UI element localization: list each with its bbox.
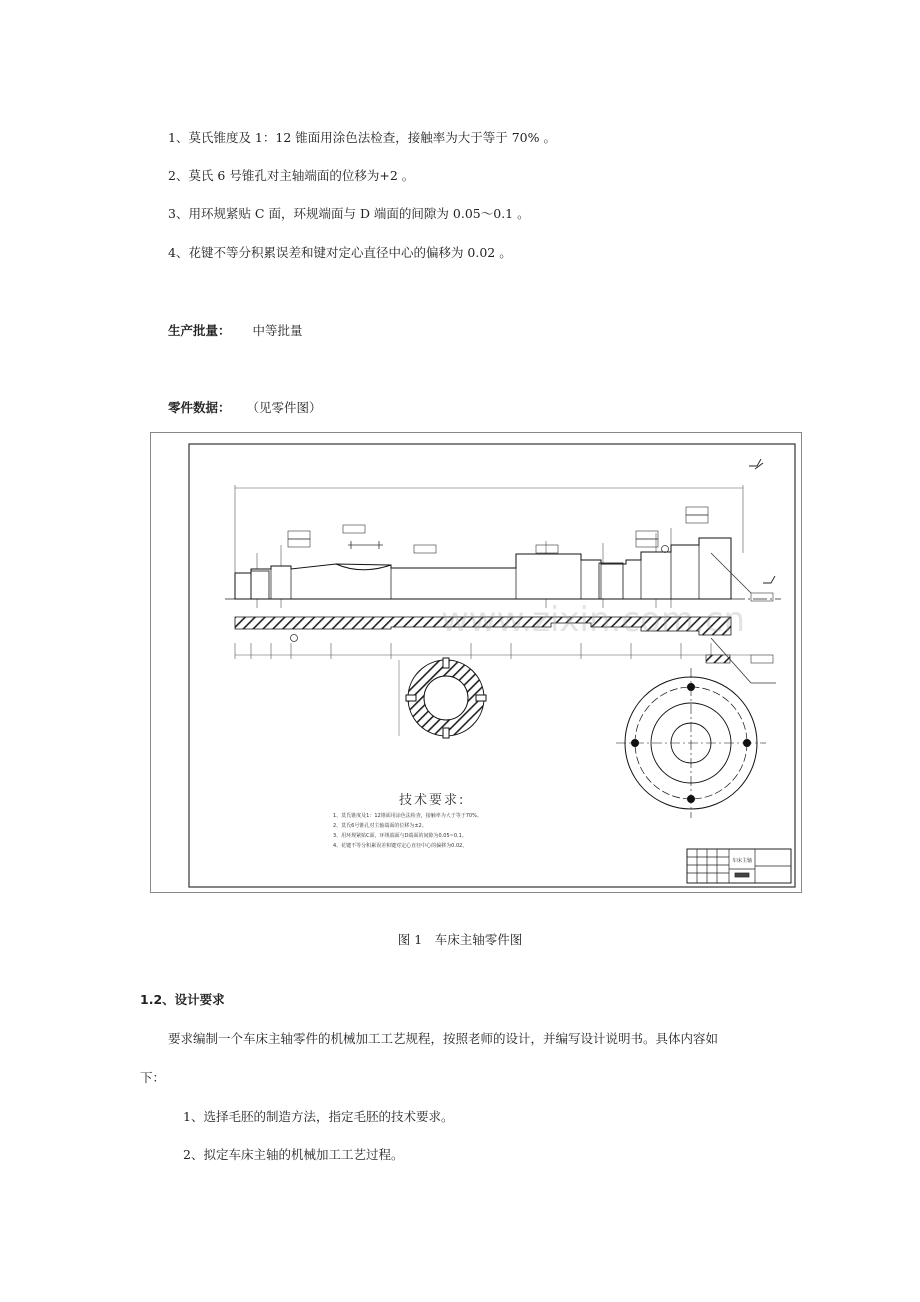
section-intro-line-2: 下： bbox=[140, 1070, 166, 1085]
flange-end-view bbox=[616, 668, 766, 818]
batch-label: 生产批量： bbox=[168, 323, 231, 338]
title-block bbox=[687, 849, 791, 883]
tech-line-1: 1、莫氏锥度及1：12锥面用涂色法检查，接触率为大于等于70%。 bbox=[333, 813, 482, 819]
title-block-name: 车床主轴 bbox=[732, 858, 753, 864]
section-item-2: 2、拟定车床主轴的机械加工工艺过程。 bbox=[183, 1147, 404, 1162]
section-intro-line-1: 要求编制一个车床主轴零件的机械加工工艺规程，按照老师的设计，并编写设计说明书。具体内容如 bbox=[168, 1031, 719, 1046]
tech-line-2: 2、莫氏6号锥孔对主轴端面的位移为±2。 bbox=[333, 823, 427, 829]
figure-caption: 图 1 车床主轴零件图 bbox=[397, 932, 523, 947]
tech-line-3: 3、用环规紧贴C面，环规端面与D端面的间隙为0.05~0.1。 bbox=[333, 833, 467, 839]
part-data-line bbox=[168, 399, 322, 417]
lathe-spindle-drawing bbox=[151, 433, 803, 894]
part-data-label: 零件数据： bbox=[168, 400, 231, 415]
batch-value: 中等批量 bbox=[252, 323, 303, 338]
requirement-1: 1、莫氏锥度及 1：12 锥面用涂色法检查，接触率为大于等于 70% 。 bbox=[168, 130, 556, 145]
tech-line-4: 4、花键不等分积累误差和键对定心直径中心的偏移为0.02。 bbox=[333, 843, 468, 849]
requirement-4: 4、花键不等分积累误差和键对定心直径中心的偏移为 0.02 。 bbox=[168, 245, 512, 260]
requirement-3: 3、用环规紧贴 C 面，环规端面与 D 端面的间隙为 0.05～0.1 。 bbox=[168, 206, 530, 221]
requirement-2: 2、莫氏 6 号锥孔对主轴端面的位移为+2 。 bbox=[168, 168, 415, 183]
tech-requirements-title: 技术要求: bbox=[399, 793, 466, 808]
cross-section-view bbox=[399, 658, 486, 738]
part-data-value: （见零件图） bbox=[246, 400, 322, 415]
part-drawing-figure bbox=[150, 432, 802, 893]
watermark-text: www.zixin.com.cn bbox=[441, 600, 745, 640]
drawing-border bbox=[189, 444, 795, 887]
batch-line bbox=[168, 322, 303, 340]
section-item-1: 1、选择毛胚的制造方法，指定毛胚的技术要求。 bbox=[183, 1109, 454, 1124]
section-heading: 1.2、设计要求 bbox=[140, 992, 225, 1007]
roughness-symbol bbox=[749, 459, 775, 583]
